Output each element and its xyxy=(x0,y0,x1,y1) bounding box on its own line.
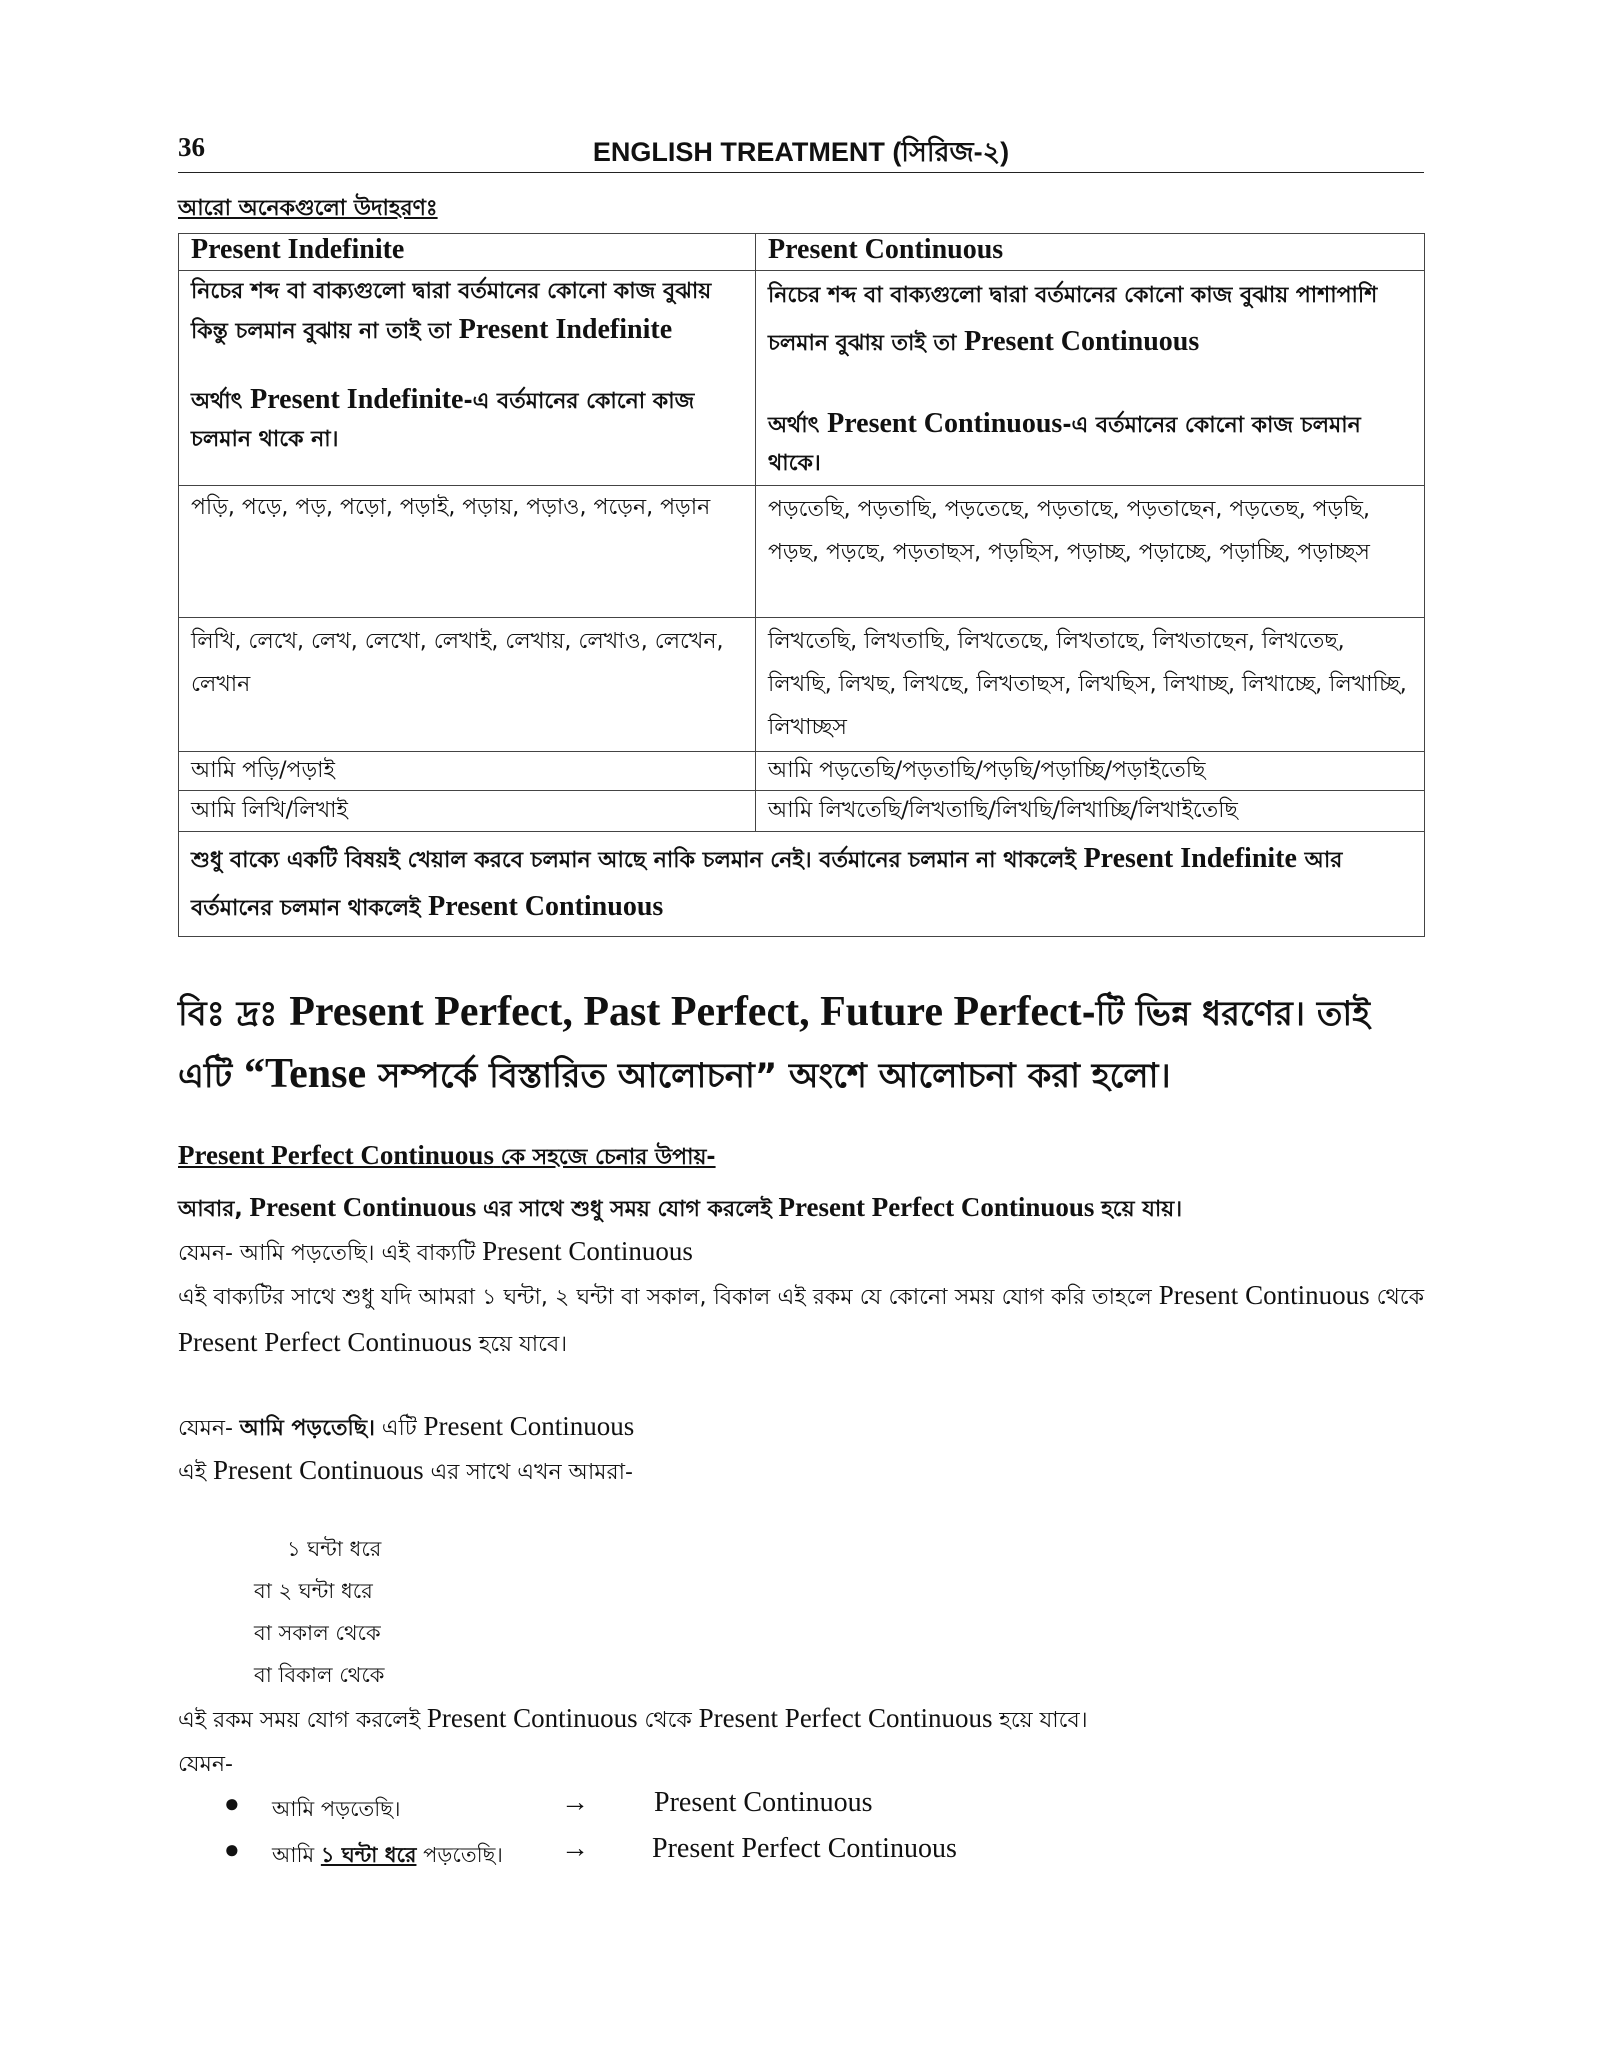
page-number: 36 xyxy=(178,132,205,162)
section-paragraph xyxy=(178,1273,1424,1367)
section-heading xyxy=(178,1140,716,1177)
list-item: বা বিকাল থেকে xyxy=(254,1663,385,1687)
table-row-summary xyxy=(179,832,1425,937)
list-item xyxy=(224,1785,1124,1831)
definition-continuous-en: Present Continuous xyxy=(964,326,1200,357)
this-en: Present Continuous xyxy=(212,1455,424,1485)
definition-indefinite-cell xyxy=(179,271,756,486)
note-bn-1: -টি ভিন্ন ধরণের। তাই এটি xyxy=(178,994,1370,1096)
note-prefix: বিঃ দ্রঃ xyxy=(178,994,278,1034)
line2-en: Present Continuous xyxy=(482,1236,693,1266)
summary-bn-1: শুধু বাক্যে একটি বিষয়ই খেয়াল করবে চলমান আছে নাকি চলমান নেই। বর্তমানের চলমান না থাকলেই xyxy=(191,848,1076,873)
means-indefinite-pre: অর্থাৎ xyxy=(191,389,243,414)
table-row-read-forms xyxy=(179,486,1425,618)
example-prefix: যেমন- xyxy=(178,1416,233,1441)
ami-read-continuous: আমি পড়তেছি/পড়তাছি/পড়ছি/পড়াচ্ছি/পড়াইতেছি xyxy=(756,752,1425,791)
right-arrow-icon: → xyxy=(561,1787,589,1818)
example-label-line xyxy=(178,1740,1424,1787)
example-bold: আমি পড়তেছি। xyxy=(239,1416,375,1441)
ami-read-indefinite: আমি পড়ি/পড়াই xyxy=(179,752,756,791)
this-line xyxy=(178,1448,1424,1495)
conclusion-en-2: Present Perfect Continuous xyxy=(698,1703,993,1733)
note-bn-2: সম্পর্কে বিস্তারিত আলোচনা” অংশে আলোচনা করা হলো। xyxy=(377,1056,1171,1096)
definition-continuous-cell xyxy=(756,271,1425,486)
conclusion-bn-1: এই রকম সময় যোগ করলেই xyxy=(178,1708,421,1733)
summary-cell xyxy=(179,832,1425,937)
examples-heading: আরো অনেকগুলো উদাহরণঃ xyxy=(178,196,438,221)
definition-continuous-bn: নিচের শব্দ বা বাক্যগুলো দ্বারা বর্তমানের কোনো কাজ বুঝায় পাশাপাশি চলমান বুঝায় তাই তা xyxy=(768,283,1378,356)
line1-bn-2: এর সাথে শুধু সময় যোগ করলেই xyxy=(483,1197,772,1222)
means-indefinite-en: Present Indefinite xyxy=(250,384,464,415)
conclusion-line xyxy=(178,1696,1424,1743)
example-tense: Present Continuous xyxy=(654,1787,873,1818)
read-continuous-forms: পড়তেছি, পড়তাছি, পড়তেছে, পড়তাছে, পড়তাছেন, পড়তেছ, পড়ছি, পড়ছ, পড়ছে, পড়তাছস, পড়ছিস, পড়াচ্ছ, পড়াচ্ছে, পড়াচ্ছি, পড়াচ্ছস xyxy=(756,486,1425,618)
summary-en-1: Present Indefinite xyxy=(1083,843,1297,874)
example-list xyxy=(224,1785,1124,1877)
summary-en-2: Present Continuous xyxy=(428,891,664,922)
para-bn-1: এই বাক্যটির সাথে শুধু যদি আমরা ১ ঘন্টা, ২ ঘন্টা বা সকাল, বিকাল এই রকম যে কোনো সময় যোগ করি তাহলে xyxy=(178,1285,1152,1310)
example-tense: Present Perfect Continuous xyxy=(652,1833,957,1864)
means-continuous-pre: অর্থাৎ xyxy=(768,413,820,438)
example-sentence-pre: আমি xyxy=(272,1843,315,1867)
line1-en-1: Present Continuous xyxy=(249,1192,477,1222)
bullet-icon: ● xyxy=(224,1835,240,1864)
table-row-definition xyxy=(179,271,1425,486)
means-continuous-en: Present Continuous xyxy=(827,408,1063,439)
page-header xyxy=(178,132,1424,173)
example-sentence xyxy=(272,1793,401,1828)
table-row-ami-read xyxy=(179,752,1425,791)
table-row-write-forms xyxy=(179,618,1425,752)
line1-en-2: Present Perfect Continuous xyxy=(778,1192,1095,1222)
example-sentence-pre: আমি পড়তেছি। xyxy=(272,1797,401,1821)
para-en-2: Present Perfect Continuous xyxy=(178,1327,472,1357)
note-en-1: Present Perfect, Past Perfect, Future Perfect xyxy=(289,989,1082,1035)
conclusion-bn-2: থেকে xyxy=(644,1708,692,1733)
example-line xyxy=(178,1404,1424,1451)
read-indefinite-forms: পড়ি, পড়ে, পড়, পড়ো, পড়াই, পড়ায়, পড়াও, পড়েন, পড়ান xyxy=(179,486,756,618)
section-line-2 xyxy=(178,1229,1424,1276)
ami-write-continuous: আমি লিখতেছি/লিখতাছি/লিখছি/লিখাচ্ছি/লিখাইতেছি xyxy=(756,791,1425,832)
right-arrow-icon: → xyxy=(561,1833,589,1864)
list-item: বা ২ ঘন্টা ধরে xyxy=(254,1579,373,1603)
section-line-1 xyxy=(178,1185,1424,1232)
write-continuous-forms: লিখতেছি, লিখতাছি, লিখতেছে, লিখতাছে, লিখতাছেন, লিখতেছ, লিখছি, লিখছ, লিখছে, লিখতাছস, লিখছিস, লিখাচ্ছ, লিখাচ্ছে, লিখাচ্ছি, লিখাচ্ছস xyxy=(756,618,1425,752)
section-heading-bn: কে সহজে চেনার উপায়- xyxy=(500,1145,716,1170)
table-header-row xyxy=(179,234,1425,271)
summary-bn-2: আর বর্তমানের চলমান থাকলেই xyxy=(191,848,1343,921)
table-row-ami-write xyxy=(179,791,1425,832)
this-bn-2: এর সাথে এখন আমরা- xyxy=(430,1460,633,1485)
write-indefinite-forms: লিখি, লেখে, লেখ, লেখো, লেখাই, লেখায়, লেখাও, লেখেন, লেখান xyxy=(179,618,756,752)
list-item: ১ ঘন্টা ধরে xyxy=(287,1537,382,1561)
ami-write-indefinite: আমি লিখি/লিখাই xyxy=(179,791,756,832)
list-item xyxy=(224,1831,1124,1877)
line1-bn-1: আবার, xyxy=(178,1197,243,1222)
means-indefinite-post: -এ বর্তমানের কোনো কাজ চলমান থাকে না। xyxy=(191,389,695,452)
section-heading-en: Present Perfect Continuous xyxy=(178,1140,494,1170)
running-title: ENGLISH TREATMENT (সিরিজ-২) xyxy=(592,137,1010,167)
para-bn-2: থেকে xyxy=(1376,1285,1425,1310)
definition-indefinite-bn: নিচের শব্দ বা বাক্যগুলো দ্বারা বর্তমানের কোনো কাজ বুঝায় কিন্তু চলমান বুঝায় না তাই তা xyxy=(191,279,712,344)
this-bn-1: এই xyxy=(178,1460,207,1485)
para-bn-3: হয়ে যাবে। xyxy=(478,1332,568,1357)
example-label: যেমন- xyxy=(178,1752,233,1777)
line1-bn-3: হয়ে যায়। xyxy=(1101,1197,1183,1222)
para-en-1: Present Continuous xyxy=(1158,1280,1370,1310)
example-sentence-post: পড়তেছি। xyxy=(423,1843,503,1867)
list-item: বা সকাল থেকে xyxy=(254,1621,381,1645)
example-en: Present Continuous xyxy=(423,1411,635,1441)
special-note xyxy=(178,982,1428,1106)
definition-indefinite-en: Present Indefinite xyxy=(458,314,673,345)
col-header-present-indefinite: Present Indefinite xyxy=(179,234,756,271)
time-list xyxy=(254,1528,385,1696)
means-continuous-post: -এ বর্তমানের কোনো কাজ চলমান থাকে। xyxy=(768,413,1361,476)
example-bn: এটি xyxy=(381,1416,417,1441)
bullet-icon: ● xyxy=(224,1789,240,1818)
comparison-table xyxy=(178,233,1425,937)
line2-bn: যেমন- আমি পড়তেছি। এই বাক্যটি xyxy=(178,1241,476,1266)
note-en-2: “Tense xyxy=(243,1051,367,1097)
example-sentence-underlined: ১ ঘন্টা ধরে xyxy=(320,1843,417,1867)
example-sentence xyxy=(272,1839,503,1874)
col-header-present-continuous: Present Continuous xyxy=(756,234,1425,271)
conclusion-bn-3: হয়ে যাবে। xyxy=(999,1708,1088,1733)
conclusion-en-1: Present Continuous xyxy=(426,1703,638,1733)
